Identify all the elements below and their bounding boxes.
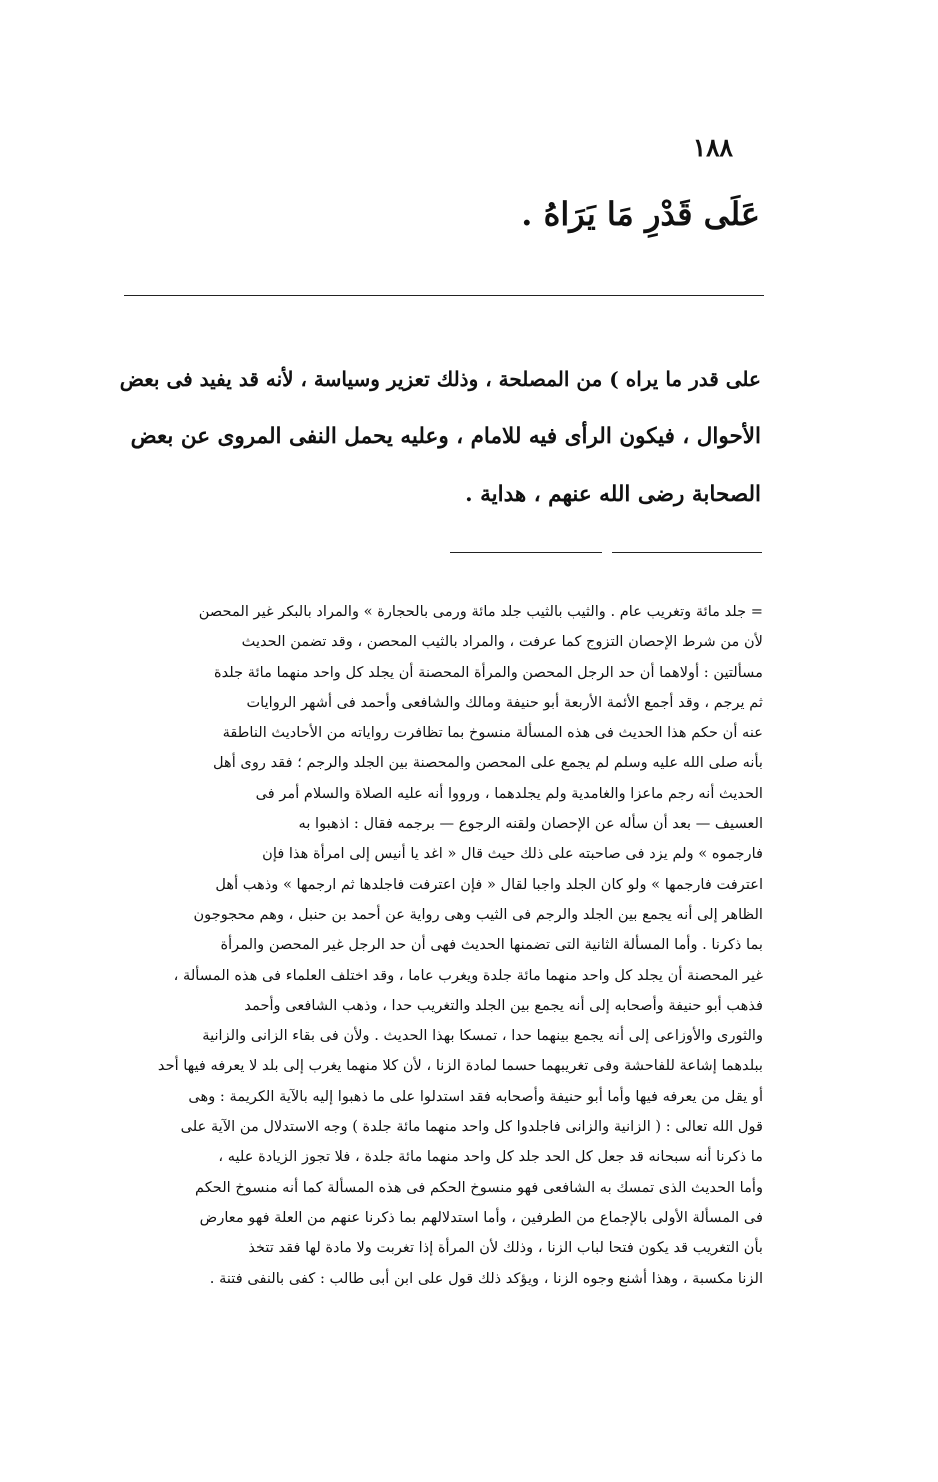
footnote-line: الحديث أنه رجم ماعزا والغامدية ولم يجلدهما ، ورووا أنه عليه الصلاة والسلام أمر فى [255, 784, 763, 802]
matn-text: عَلَى قَدْرِ مَا يَرَاهُ . [521, 195, 760, 233]
footnote-line: لأن من شرط الإحصان التزوج كما عرفت ، والمراد بالثيب المحصن ، وقد تضمن الحديث [241, 633, 763, 651]
footnote-line: ثم يرجم ، وقد أجمع الأئمة الأربعة أبو حنيفة ومالك والشافعى وأحمد فى أشهر الروايات [246, 693, 763, 711]
footnote-line: بأن التغريب قد يكون فتحا لباب الزنا ، وذلك لأن المرأة إذا تغربت ولا مادة لها فقد تتخذ [248, 1239, 763, 1257]
footnote-line: اعترفت فارجمها » ولو كان الجلد واجبا لقال « فإن اعترفت فاجلدها ثم ارجمها » وذهب أهل [215, 875, 763, 893]
footnote-line: ببلدهما إشاعة للفاحشة وفى تغريبهما حسما لمادة الزنا ، لأن كلا منهما يغرب إلى بلد لا يعرفه فيها أحد [157, 1057, 763, 1075]
footnote-line: مسألتين : أولاهما أن حد الرجل المحصن والمرأة المحصنة أن يجلد كل واحد منهما مائة جلدة [213, 663, 763, 681]
page-number: ١٨٨ [692, 133, 733, 162]
footnote-divider-left [450, 552, 602, 553]
footnote-line: بأنه صلى الله عليه وسلم لم يجمع على المحصن والمحصنة بين الجلد والرجم ؛ فقد روى أهل [212, 754, 763, 772]
commentary-line: على قدر ما يراه ) من المصلحة ، وذلك تعزير وسياسة ، لأنه قد يفيد فى بعض [119, 367, 761, 391]
footnote-line: وأما الحديث الذى تمسك به الشافعى فهو منسوخ الحكم فى هذه المسألة كما أنه منسوخ الحكم [195, 1178, 763, 1196]
footnote-line: أو يقل من يعرفه فيها وأما أبو حنيفة وأصحابه فقد استدلوا على ما ذهبوا إليه بالآية الكريمة : وهى [188, 1087, 763, 1105]
footnote-line: = جلد مائة وتغريب عام . والثيب بالثيب جلد مائة ورمى بالحجارة » والمراد بالبكر غير المحصن [198, 603, 763, 620]
footnote-divider-right [612, 552, 762, 553]
footnote-block [118, 597, 763, 1294]
commentary-line: الصحابة رضى الله عنهم ، هداية . [465, 482, 761, 507]
footnote-line: فذهب أبو حنيفة وأصحابه إلى أنه يجمع بين الجلد والتغريب حدا ، وذهب الشافعى وأحمد [244, 996, 763, 1014]
footnote-line: الظاهر إلى أنه يجمع بين الجلد والرجم فى الثيب وهى رواية عن أحمد بن حنبل ، وهم محجوجون [193, 905, 763, 923]
commentary-line: الأحوال ، فيكون الرأى فيه للامام ، وعليه يحمل النفى المروى عن بعض [130, 424, 761, 449]
footnote-line: قول الله تعالى : ( الزانية والزانى فاجلدوا كل واحد منهما مائة جلدة ) وجه الاستدلال من الآية على [180, 1118, 763, 1136]
footnote-line: غير المحصنة أن يجلد كل واحد منهما مائة جلدة ويغرب عاما ، وقد اختلف العلماء فى هذه المسألة ، [173, 966, 763, 984]
footnote-line: عنه أن حكم هذا الحديث فى هذه المسألة منسوخ بما تظافرت رواياته من الأحاديث الناطقة [222, 724, 763, 742]
footnote-line: الزنا مكسبة ، وهذا أشنع وجوه الزنا ، ويؤكد ذلك قول على ابن أبى طالب : كفى بالنفى فتنة . [209, 1269, 763, 1287]
footnote-line: فى المسألة الأولى بالإجماع من الطرفين ، وأما استدلالهم بما ذكرنا عنهم من العلة فهو معارض [199, 1208, 763, 1226]
commentary-block [118, 350, 761, 524]
top-divider [124, 295, 764, 296]
footnote-line: فارجموه » ولم يزد فى صاحبته على ذلك حيث قال « اغد يا أنيس إلى امرأة هذا فإن [262, 845, 763, 863]
footnote-line: العسيف — بعد أن سأله عن الإحصان ولقنه الرجوع — برجمه فقال : اذهبوا به [298, 815, 763, 833]
footnote-line: ما ذكرنا أنه سبحانه قد جعل كل الحد جلد كل واحد منهما مائة جلدة ، فلا تجوز الزيادة عليه ، [218, 1148, 763, 1166]
footnote-line: بما ذكرنا . وأما المسألة الثانية التى تضمنها الحديث فهى أن حد الرجل غير المحصن والمرأة [220, 936, 763, 954]
footnote-line: والثورى والأوزاعى إلى أنه يجمع بينهما حدا ، تمسكا بهذا الحديث . ولأن فى بقاء الزانى والزانية [202, 1027, 763, 1045]
